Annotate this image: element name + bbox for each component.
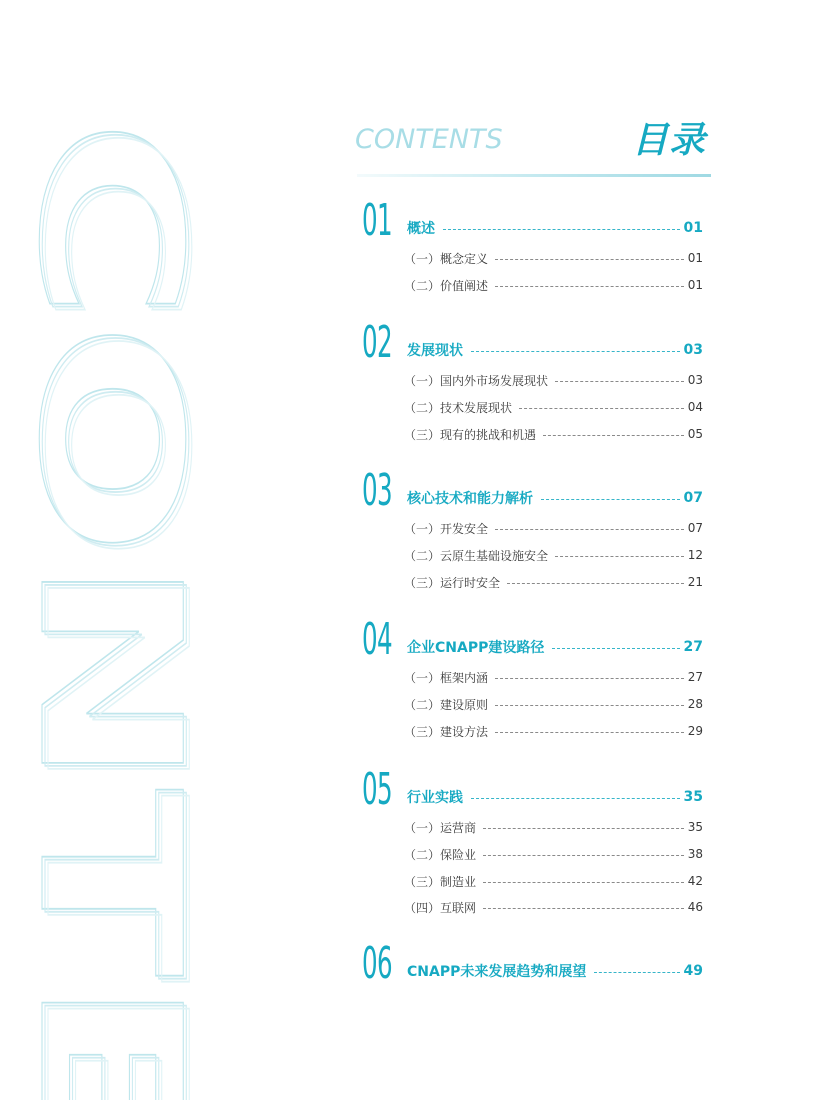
dotted-leader [507, 583, 684, 584]
section-title: 概述 [407, 221, 435, 237]
toc-item-label: （一）开发安全 [404, 521, 489, 536]
dotted-leader [471, 351, 680, 352]
toc-item[interactable] [404, 872, 703, 890]
toc-section-01 [362, 195, 712, 299]
dotted-leader [483, 882, 684, 883]
dotted-leader [555, 556, 684, 557]
section-title: 企业CNAPP建设路径 [407, 640, 545, 656]
section-page-number: 49 [683, 963, 703, 979]
toc-item-page: 07 [687, 521, 703, 535]
section-heading-row[interactable] [407, 488, 703, 508]
dotted-leader [483, 828, 684, 829]
toc-item[interactable] [404, 425, 703, 443]
dotted-leader [443, 229, 680, 230]
toc-item[interactable] [404, 668, 703, 686]
section-title: CNAPP未来发展趋势和展望 [407, 964, 587, 980]
dotted-leader [495, 259, 684, 260]
toc-item-page: 27 [687, 670, 703, 684]
section-heading-row[interactable] [407, 787, 703, 807]
toc-item-page: 05 [687, 427, 703, 441]
toc-item[interactable] [404, 546, 703, 564]
section-page-number: 03 [683, 342, 703, 358]
toc-item[interactable] [404, 519, 703, 537]
contents-decorative-watermark [0, 0, 300, 1100]
toc-item-page: 03 [687, 373, 703, 387]
section-page-number: 07 [683, 490, 703, 506]
contents-outline-layer [2, 124, 228, 1100]
toc-item-label: （三）运行时安全 [404, 575, 501, 590]
dotted-leader [495, 732, 684, 733]
toc-item[interactable] [404, 249, 703, 267]
toc-item[interactable] [404, 398, 703, 416]
section-page-number: 27 [683, 639, 703, 655]
toc-item[interactable] [404, 898, 703, 916]
toc-item[interactable] [404, 845, 703, 863]
toc-item-label: （三）制造业 [404, 874, 477, 889]
toc-section-02 [362, 317, 712, 451]
toc-item-label: （一）国内外市场发展现状 [404, 373, 549, 388]
toc-section-04 [362, 614, 712, 748]
dotted-leader [552, 648, 679, 649]
dotted-leader [594, 972, 679, 973]
section-title: 核心技术和能力解析 [407, 491, 533, 507]
section-number: 04 [362, 614, 392, 665]
section-page-number: 01 [683, 220, 703, 236]
section-heading-row[interactable] [407, 218, 703, 238]
toc-item-page: 35 [687, 820, 703, 834]
toc-item-page: 29 [687, 724, 703, 738]
section-number: 01 [362, 195, 392, 246]
section-heading-row[interactable] [407, 637, 703, 657]
header-divider [357, 174, 711, 177]
toc-item-page: 28 [687, 697, 703, 711]
toc-item[interactable] [404, 371, 703, 389]
toc-item-label: （二）技术发展现状 [404, 400, 513, 415]
toc-section-06 [362, 938, 712, 989]
toc-section-05 [362, 764, 712, 924]
toc-item-page: 42 [687, 874, 703, 888]
dotted-leader [483, 908, 684, 909]
toc-item-label: （三）现有的挑战和机遇 [404, 427, 537, 442]
toc-item-label: （二）建设原则 [404, 697, 489, 712]
toc-item-page: 46 [687, 900, 703, 914]
section-title: 行业实践 [407, 790, 463, 806]
toc-item-page: 38 [687, 847, 703, 861]
section-number: 05 [362, 764, 392, 815]
toc-item-page: 21 [687, 575, 703, 589]
toc-item-label: （二）云原生基础设施安全 [404, 548, 549, 563]
dotted-leader [519, 408, 684, 409]
section-number: 02 [362, 317, 392, 368]
contents-english-title: CONTENTS [355, 124, 503, 155]
toc-item[interactable] [404, 722, 703, 740]
section-number: 06 [362, 938, 392, 989]
toc-item-label: （一）概念定义 [404, 251, 489, 266]
section-page-number: 35 [683, 789, 703, 805]
toc-item[interactable] [404, 695, 703, 713]
toc-section-03 [362, 465, 712, 599]
dotted-leader [483, 855, 684, 856]
section-heading-row[interactable] [407, 340, 703, 360]
toc-item-label: （一）运营商 [404, 820, 477, 835]
toc-item-label: （四）互联网 [404, 900, 477, 915]
toc-item-page: 01 [687, 251, 703, 265]
contents-chinese-title: 目录 [632, 120, 707, 161]
dotted-leader [555, 381, 684, 382]
section-heading-row[interactable] [407, 961, 703, 981]
dotted-leader [495, 705, 684, 706]
dotted-leader [495, 286, 684, 287]
dotted-leader [543, 435, 684, 436]
toc-item-page: 04 [687, 400, 703, 414]
toc-item-label: （二）价值阐述 [404, 278, 489, 293]
section-number: 03 [362, 465, 392, 516]
toc-item[interactable] [404, 276, 703, 294]
dotted-leader [495, 529, 684, 530]
dotted-leader [495, 678, 684, 679]
toc-item-label: （三）建设方法 [404, 724, 489, 739]
toc-item-label: （一）框架内涵 [404, 670, 489, 685]
toc-item[interactable] [404, 818, 703, 836]
toc-item-label: （二）保险业 [404, 847, 477, 862]
toc-item-page: 01 [687, 278, 703, 292]
dotted-leader [541, 499, 680, 500]
toc-item[interactable] [404, 573, 703, 591]
section-title: 发展现状 [407, 343, 463, 359]
toc-item-page: 12 [687, 548, 703, 562]
dotted-leader [471, 798, 680, 799]
